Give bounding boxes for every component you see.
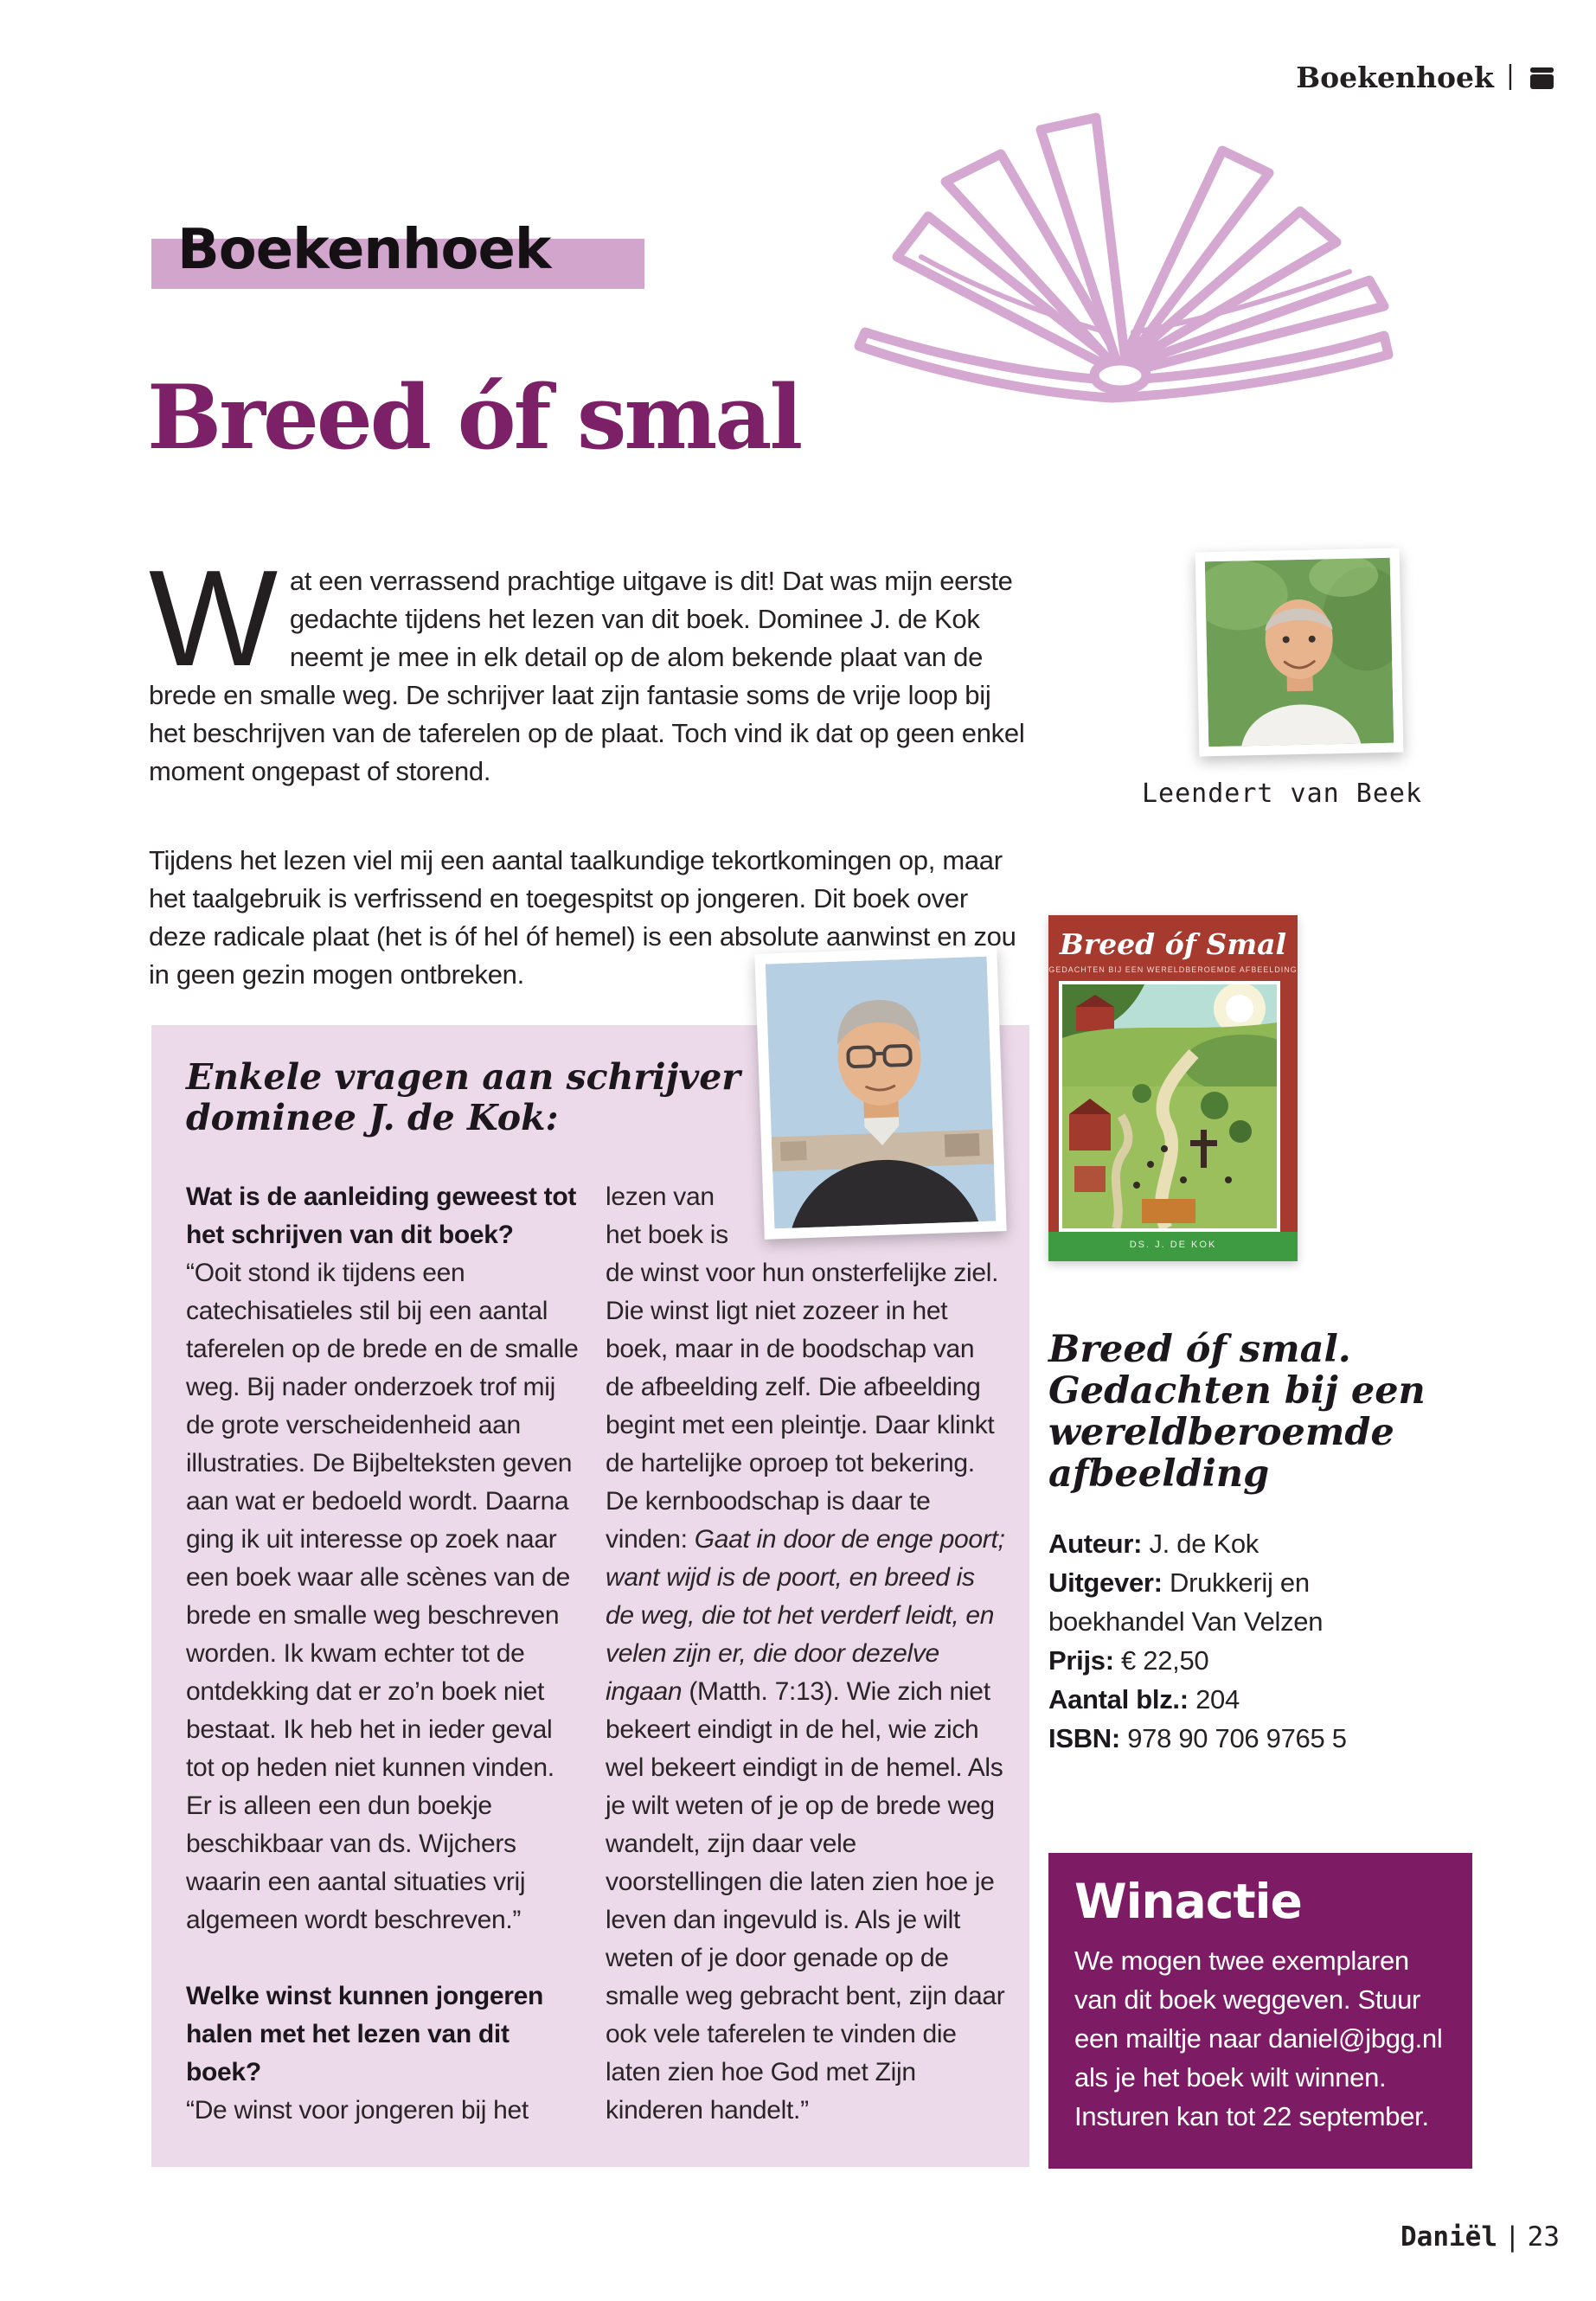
section-kicker: Boekenhoek bbox=[177, 218, 551, 282]
winactie-body: We mogen twee exemplaren van dit boek weggeven. Stuur een mailtje naar daniel@jbgg.nl als je het boek wilt winnen. Insturen kan tot 22 september. bbox=[1074, 1945, 1443, 2131]
interview-heading bbox=[186, 1057, 740, 1138]
book-icon bbox=[1527, 63, 1556, 93]
detail-isbn-value: 978 90 706 9765 5 bbox=[1119, 1723, 1347, 1753]
answer-2-runaround-line2: het boek is bbox=[606, 1221, 728, 1249]
reviewer-photo-caption: Leendert van Beek bbox=[1142, 779, 1423, 809]
book-title-heading bbox=[1048, 1329, 1426, 1495]
answer-2-text: de winst voor hun onsterfelijke ziel. Die winst ligt niet zozeer in het boek, maar in de boodschap van de afbeelding zelf. Die afbeelding begint met een pleintje. Daar klinkt de hartelijke oproep tot bekering. De kernboodschap is daar te vinden: bbox=[606, 1259, 999, 1554]
detail-price-label: Prijs: bbox=[1048, 1645, 1114, 1676]
interview-answer-2-continued bbox=[606, 1254, 1005, 2130]
detail-author-label: Auteur: bbox=[1048, 1529, 1143, 1559]
open-book-sketch-illustration bbox=[817, 80, 1419, 407]
book-cover-author: DS. J. DE KOK bbox=[1129, 1240, 1217, 1250]
winactie-title: Winactie bbox=[1074, 1874, 1302, 1929]
article-intro-paragraph bbox=[149, 542, 1031, 791]
detail-pages bbox=[1048, 1680, 1439, 1719]
detail-isbn-label: ISBN: bbox=[1048, 1723, 1120, 1753]
book-title-line2: Gedachten bij een bbox=[1048, 1369, 1426, 1413]
interview-heading-line1: Enkele vragen aan schrijver bbox=[186, 1056, 740, 1098]
detail-author-value: J. de Kok bbox=[1142, 1529, 1259, 1559]
detail-publisher-value: Drukkerij en boekhandel Van Velzen bbox=[1048, 1567, 1324, 1637]
book-title-line1: Breed óf smal. bbox=[1048, 1328, 1351, 1371]
book-cover-subtitle: GEDACHTEN BIJ EEN WERELDBEROEMDE AFBEELDING bbox=[1048, 965, 1298, 974]
page-folio bbox=[1401, 2221, 1560, 2253]
answer-2-runaround-line1: lezen van bbox=[606, 1183, 715, 1211]
book-cover-painting bbox=[1059, 981, 1280, 1232]
detail-pages-value: 204 bbox=[1188, 1684, 1240, 1715]
reviewer-photo bbox=[1195, 548, 1404, 757]
book-cover bbox=[1048, 915, 1298, 1261]
interview-answer-2-start: “De winst voor jongeren bij het bbox=[186, 2096, 529, 2125]
running-head-label: Boekenhoek bbox=[1296, 61, 1494, 94]
detail-publisher-label: Uitgever: bbox=[1048, 1567, 1163, 1598]
book-title-line3: wereldberoemde bbox=[1048, 1411, 1394, 1454]
interview-column-2 bbox=[606, 1178, 1005, 2130]
author-photo bbox=[754, 945, 1006, 1240]
magazine-name: Daniël bbox=[1401, 2221, 1497, 2253]
running-head-separator: | bbox=[1505, 61, 1515, 91]
interview-heading-line2: dominee J. de Kok: bbox=[186, 1097, 559, 1138]
detail-isbn bbox=[1048, 1719, 1439, 1758]
book-cover-title: Breed óf Smal bbox=[1059, 927, 1287, 961]
detail-pages-label: Aantal blz.: bbox=[1048, 1684, 1189, 1715]
article-headline: Breed óf smal bbox=[147, 366, 801, 470]
folio-separator: | bbox=[1504, 2221, 1521, 2253]
intro-text: at een verrassend prachtige uitgave is dit! Dat was mijn eerste gedachte tijdens het lezen van dit boek. Dominee J. de Kok neemt je mee in elk detail op de alom bekende plaat van de brede en smalle weg. De schrijver laat zijn fantasie soms de vrije loop bij het beschrijven van de taferelen op de plaat. Toch vind ik dat op geen enkel moment ongepast of storend. bbox=[149, 566, 1025, 786]
detail-publisher bbox=[1048, 1563, 1439, 1641]
answer-2-text-end: (Matth. 7:13). Wie zich niet bekeert eindigt in de hel, wie zich wel bekeert eindigt in de hemel. Als je wilt weten of je op de brede weg wandelt, zijn daar vele voorstellingen die laten zien hoe je leven dan ingevuld is. Als je wilt weten of je door genade op de smalle weg gebracht bent, zijn daar ook vele taferelen te vinden die laten zien hoe God met Zijn kinderen handelt.” bbox=[606, 1677, 1005, 2125]
interview-answer-1: “Ooit stond ik tijdens een catechisatieles stil bij een aantal taferelen op de brede en de smalle weg. Bij nader onderzoek trof mij de grote verscheidenheid aan illustraties. De Bijbelteksten geven aan wat er bedoeld wordt. Daarna ging ik uit interesse op zoek naar een boek waar alle scènes van de brede en smalle weg beschreven worden. Ik kwam echter tot de ontdekking dat er zo’n boek niet bestaat. Ik heb het in ieder geval tot op heden niet kunnen vinden. Er is alleen een dun boekje beschikbaar van ds. Wijchers waarin een aantal situaties vrij algemeen wordt beschreven.” bbox=[186, 1259, 579, 1934]
drop-cap: W bbox=[149, 542, 278, 695]
winactie-box bbox=[1048, 1853, 1472, 2169]
interview-question-1: Wat is de aanleiding geweest tot het schrijven van dit boek? bbox=[186, 1183, 577, 1249]
detail-author bbox=[1048, 1524, 1439, 1563]
interview-question-2: Welke winst kunnen jongeren halen met het lezen van dit boek? bbox=[186, 1982, 544, 2086]
interview-column-1 bbox=[186, 1178, 582, 2130]
book-title-line4: afbeelding bbox=[1048, 1452, 1270, 1496]
detail-price-value: € 22,50 bbox=[1113, 1645, 1209, 1676]
book-details-list bbox=[1048, 1524, 1439, 1758]
detail-price bbox=[1048, 1641, 1439, 1680]
article-second-paragraph: Tijdens het lezen viel mij een aantal taalkundige tekortkomingen op, maar het taalgebruik is verfrissend en toegespitst op jongeren. Dit boek over deze radicale plaat (het is óf hel óf hemel) is een absolute aanwinst en zou in geen gezin mogen ontbreken. bbox=[149, 845, 1016, 990]
answer-2-bible-quote: Gaat in door de enge poort; want wijd is de poort, en breed is de weg, die tot het verderf leidt, en velen zijn er, die door dezelve ingaan bbox=[606, 1525, 1005, 1706]
page-number: 23 bbox=[1527, 2221, 1560, 2253]
